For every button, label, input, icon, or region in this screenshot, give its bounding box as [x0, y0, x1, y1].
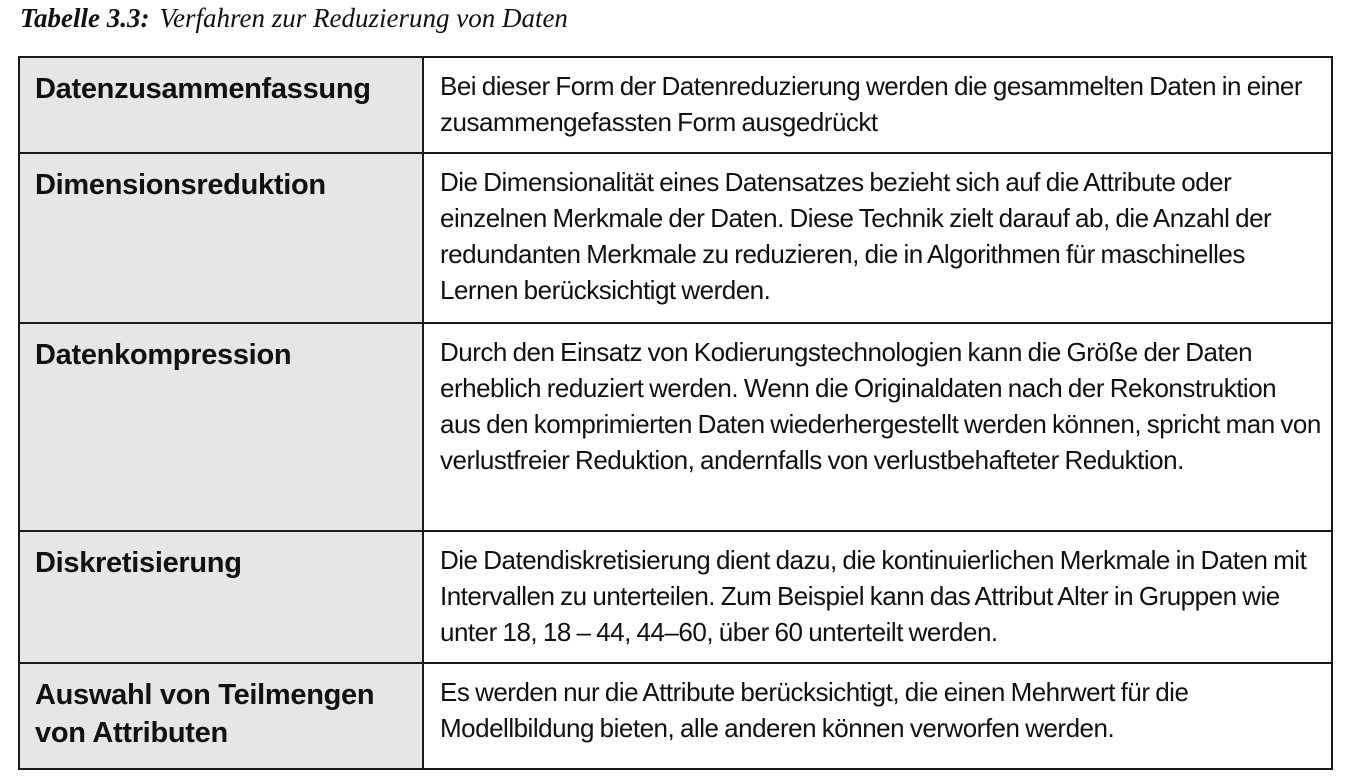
term-cell: Datenkompression	[19, 323, 423, 531]
description-cell: Die Dimensionalität eines Datensatzes bezieht sich auf die Attribute oder einzelnen Merkmale der Daten. Diese Technik zielt darauf ab, die Anzahl der redundanten Merkmale zu reduzieren, die in Algorithmen für maschinelles Lernen berücksichtigt werden.	[423, 153, 1332, 323]
term-cell: Dimensionsreduktion	[19, 153, 423, 323]
table-caption	[20, 2, 568, 34]
table-row	[19, 531, 1332, 663]
data-reduction-table	[18, 56, 1333, 770]
table-caption-title: Verfahren zur Reduzierung von Daten	[159, 3, 568, 33]
table-row	[19, 153, 1332, 323]
description-cell: Bei dieser Form der Datenreduzierung werden die gesammelten Daten in einer zusammengefassten Form ausgedrückt	[423, 57, 1332, 153]
table-row	[19, 57, 1332, 153]
table-row	[19, 323, 1332, 531]
term-cell: Datenzusammenfassung	[19, 57, 423, 153]
description-cell: Durch den Einsatz von Kodierungstechnologien kann die Größe der Daten erheblich reduziert werden. Wenn die Originaldaten nach der Rekonstruktion aus den komprimierten Daten wiederhergestellt werden können, spricht man von verlustfreier Reduktion, andernfalls von verlustbehafteter Reduktion.	[423, 323, 1332, 531]
description-cell: Es werden nur die Attribute berücksichtigt, die einen Mehrwert für die Modellbildung bieten, alle anderen können verworfen werden.	[423, 663, 1332, 769]
term-cell: Diskretisierung	[19, 531, 423, 663]
table-row	[19, 663, 1332, 769]
term-cell: Auswahl von Teilmengen von Attributen	[19, 663, 423, 769]
description-cell: Die Datendiskretisierung dient dazu, die kontinuierlichen Merkmale in Daten mit Intervallen zu unterteilen. Zum Beispiel kann das Attribut Alter in Gruppen wie unter 18, 18 – 44, 44–60, über 60 unterteilt werden.	[423, 531, 1332, 663]
table-caption-label: Tabelle 3.3:	[20, 3, 150, 33]
